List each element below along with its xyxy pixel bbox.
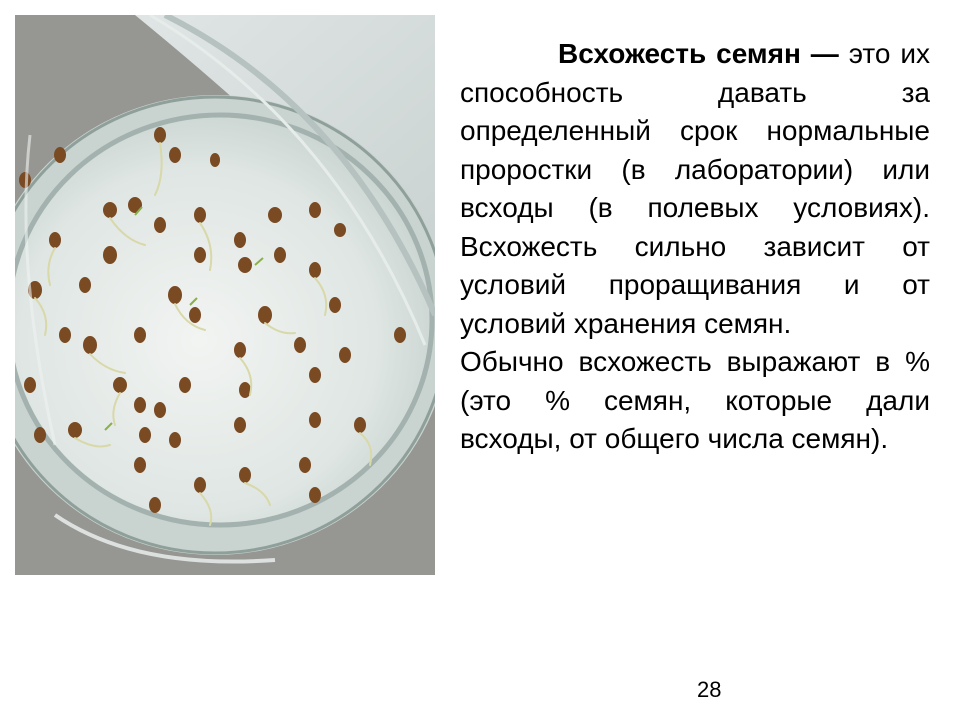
definition-paragraph [460, 35, 930, 343]
germinating-seeds-photo [15, 15, 435, 575]
term-label: Всхожесть семян — [558, 38, 839, 69]
definition-body: это их способность давать за определенный срок нормальные проростки (в лаборатории) или всходы (в полевых условиях). Всхожесть сильно зависит от условий проращивания и от условий хранения семян. [460, 38, 931, 339]
definition-text [460, 35, 930, 459]
page-number: 28 [697, 677, 722, 702]
measurement-paragraph: Обычно всхожесть выражают в % (это % семян, которые дали всходы, от общего числа семян). [460, 346, 930, 454]
